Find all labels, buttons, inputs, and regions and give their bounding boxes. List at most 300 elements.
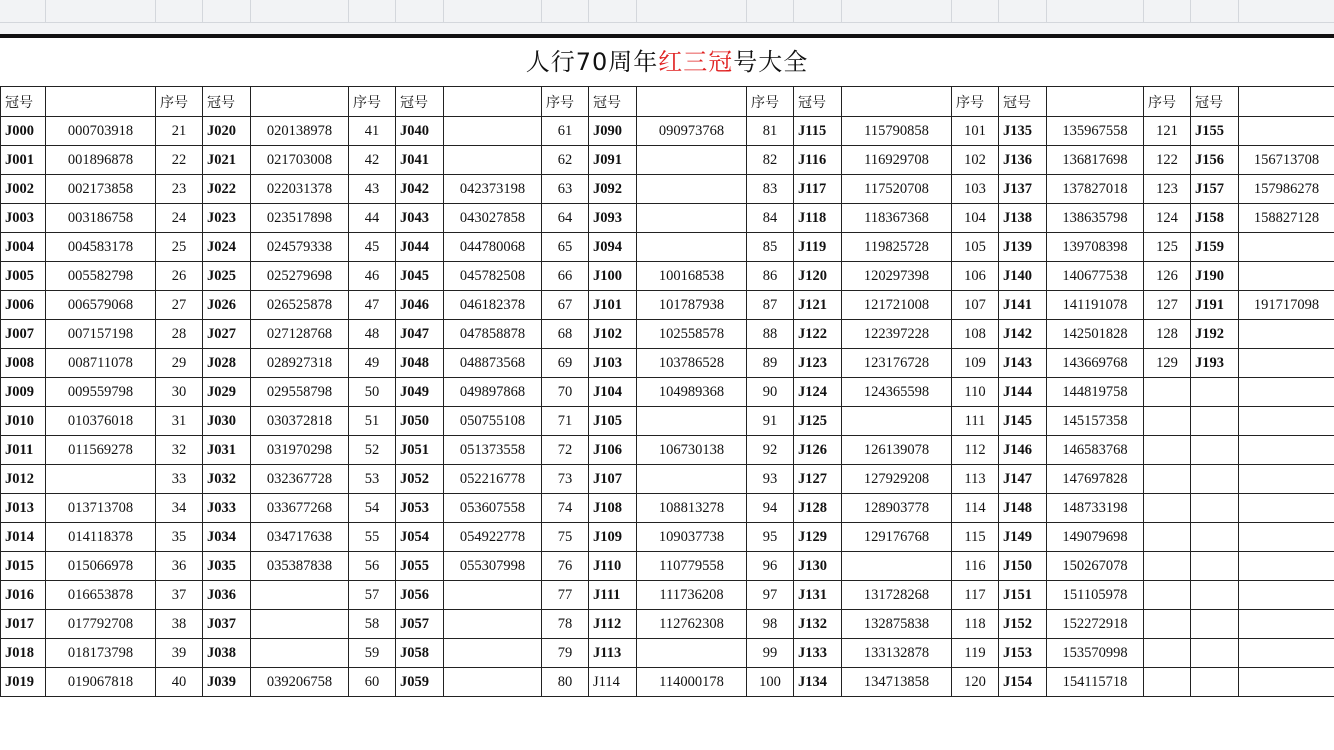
serial-number-cell — [1239, 494, 1334, 523]
serial-number-cell: 009559798 — [46, 378, 156, 407]
index-cell: 74 — [542, 494, 589, 523]
prefix-cell: J146 — [999, 436, 1047, 465]
index-cell: 48 — [349, 320, 396, 349]
serial-number-cell: 051373558 — [444, 436, 542, 465]
prefix-cell: J006 — [1, 291, 46, 320]
header-cell — [842, 87, 952, 117]
serial-number-cell — [1239, 378, 1334, 407]
serial-number-cell: 048873568 — [444, 349, 542, 378]
serial-number-cell: 034717638 — [251, 523, 349, 552]
index-cell: 30 — [156, 378, 203, 407]
serial-number-cell: 047858878 — [444, 320, 542, 349]
header-cell — [1047, 87, 1144, 117]
serial-number-cell: 055307998 — [444, 552, 542, 581]
prefix-cell: J059 — [396, 668, 444, 697]
serial-number-cell: 148733198 — [1047, 494, 1144, 523]
header-cell: 冠号 — [589, 87, 637, 117]
serial-number-cell: 128903778 — [842, 494, 952, 523]
prefix-cell: J159 — [1191, 233, 1239, 262]
index-cell: 54 — [349, 494, 396, 523]
serial-number-cell: 121721008 — [842, 291, 952, 320]
serial-table — [0, 86, 1334, 697]
prefix-cell: J052 — [396, 465, 444, 494]
serial-number-cell — [1239, 320, 1334, 349]
serial-number-cell — [1239, 610, 1334, 639]
prefix-cell: J138 — [999, 204, 1047, 233]
serial-number-cell — [842, 552, 952, 581]
serial-number-cell: 052216778 — [444, 465, 542, 494]
serial-number-cell: 046182378 — [444, 291, 542, 320]
prefix-cell: J155 — [1191, 117, 1239, 146]
index-cell — [1144, 552, 1191, 581]
index-cell: 88 — [747, 320, 794, 349]
index-cell: 100 — [747, 668, 794, 697]
serial-number-cell — [1239, 465, 1334, 494]
prefix-cell: J149 — [999, 523, 1047, 552]
serial-number-cell — [1239, 233, 1334, 262]
prefix-cell: J143 — [999, 349, 1047, 378]
serial-number-cell: 115790858 — [842, 117, 952, 146]
prefix-cell: J007 — [1, 320, 46, 349]
prefix-cell: J025 — [203, 262, 251, 291]
prefix-cell: J152 — [999, 610, 1047, 639]
prefix-cell: J046 — [396, 291, 444, 320]
index-cell — [1144, 465, 1191, 494]
prefix-cell: J020 — [203, 117, 251, 146]
serial-number-cell — [1239, 407, 1334, 436]
serial-number-cell — [46, 465, 156, 494]
serial-number-cell: 106730138 — [637, 436, 747, 465]
prefix-cell: J035 — [203, 552, 251, 581]
prefix-cell: J013 — [1, 494, 46, 523]
index-cell: 23 — [156, 175, 203, 204]
prefix-cell: J111 — [589, 581, 637, 610]
serial-number-cell: 045782508 — [444, 262, 542, 291]
serial-number-cell: 149079698 — [1047, 523, 1144, 552]
index-cell: 124 — [1144, 204, 1191, 233]
prefix-cell: J110 — [589, 552, 637, 581]
serial-number-cell — [637, 407, 747, 436]
table-row — [1, 581, 1334, 610]
serial-number-cell — [444, 610, 542, 639]
serial-number-cell: 004583178 — [46, 233, 156, 262]
serial-number-cell: 030372818 — [251, 407, 349, 436]
table-row — [1, 523, 1334, 552]
index-cell: 71 — [542, 407, 589, 436]
prefix-cell: J119 — [794, 233, 842, 262]
index-cell: 41 — [349, 117, 396, 146]
prefix-cell: J004 — [1, 233, 46, 262]
table-row — [1, 320, 1334, 349]
index-cell: 126 — [1144, 262, 1191, 291]
prefix-cell: J135 — [999, 117, 1047, 146]
prefix-cell: J026 — [203, 291, 251, 320]
serial-number-cell: 156713708 — [1239, 146, 1334, 175]
serial-number-cell — [444, 146, 542, 175]
prefix-cell: J000 — [1, 117, 46, 146]
index-cell: 104 — [952, 204, 999, 233]
index-cell: 53 — [349, 465, 396, 494]
index-cell: 125 — [1144, 233, 1191, 262]
index-cell: 49 — [349, 349, 396, 378]
prefix-cell: J103 — [589, 349, 637, 378]
prefix-cell: J127 — [794, 465, 842, 494]
prefix-cell: J093 — [589, 204, 637, 233]
prefix-cell — [1191, 552, 1239, 581]
index-cell: 106 — [952, 262, 999, 291]
prefix-cell: J024 — [203, 233, 251, 262]
index-cell: 47 — [349, 291, 396, 320]
index-cell: 96 — [747, 552, 794, 581]
prefix-cell: J048 — [396, 349, 444, 378]
prefix-cell: J142 — [999, 320, 1047, 349]
prefix-cell: J027 — [203, 320, 251, 349]
index-cell: 37 — [156, 581, 203, 610]
prefix-cell: J132 — [794, 610, 842, 639]
prefix-cell: J019 — [1, 668, 46, 697]
prefix-cell: J122 — [794, 320, 842, 349]
serial-number-cell — [637, 465, 747, 494]
prefix-cell — [1191, 378, 1239, 407]
serial-number-cell: 117520708 — [842, 175, 952, 204]
serial-number-cell: 150267078 — [1047, 552, 1144, 581]
prefix-cell: J017 — [1, 610, 46, 639]
prefix-cell: J105 — [589, 407, 637, 436]
serial-number-cell — [1239, 523, 1334, 552]
index-cell: 43 — [349, 175, 396, 204]
index-cell: 59 — [349, 639, 396, 668]
index-cell: 120 — [952, 668, 999, 697]
serial-number-cell — [1239, 349, 1334, 378]
table-row — [1, 378, 1334, 407]
header-cell: 冠号 — [1191, 87, 1239, 117]
serial-number-cell: 109037738 — [637, 523, 747, 552]
index-cell: 32 — [156, 436, 203, 465]
serial-number-cell: 023517898 — [251, 204, 349, 233]
serial-number-cell: 024579338 — [251, 233, 349, 262]
prefix-cell: J133 — [794, 639, 842, 668]
prefix-cell: J005 — [1, 262, 46, 291]
serial-number-cell: 145157358 — [1047, 407, 1144, 436]
prefix-cell: J102 — [589, 320, 637, 349]
header-cell: 冠号 — [794, 87, 842, 117]
index-cell: 99 — [747, 639, 794, 668]
prefix-cell: J029 — [203, 378, 251, 407]
serial-number-cell: 133132878 — [842, 639, 952, 668]
prefix-cell: J154 — [999, 668, 1047, 697]
serial-number-cell: 104989368 — [637, 378, 747, 407]
serial-number-cell: 122397228 — [842, 320, 952, 349]
index-cell: 85 — [747, 233, 794, 262]
header-cell: 序号 — [349, 87, 396, 117]
serial-number-cell: 029558798 — [251, 378, 349, 407]
prefix-cell: J114 — [589, 668, 637, 697]
prefix-cell: J141 — [999, 291, 1047, 320]
index-cell: 77 — [542, 581, 589, 610]
page-title: 人行70周年红三冠号大全 — [525, 48, 809, 76]
prefix-cell: J091 — [589, 146, 637, 175]
serial-number-cell: 153570998 — [1047, 639, 1144, 668]
prefix-cell: J040 — [396, 117, 444, 146]
serial-number-cell — [1239, 262, 1334, 291]
index-cell: 103 — [952, 175, 999, 204]
index-cell: 84 — [747, 204, 794, 233]
serial-number-cell: 022031378 — [251, 175, 349, 204]
prefix-cell: J147 — [999, 465, 1047, 494]
serial-number-cell: 152272918 — [1047, 610, 1144, 639]
index-cell: 123 — [1144, 175, 1191, 204]
prefix-cell: J128 — [794, 494, 842, 523]
index-cell: 35 — [156, 523, 203, 552]
index-cell: 52 — [349, 436, 396, 465]
serial-number-cell: 027128768 — [251, 320, 349, 349]
prefix-cell: J126 — [794, 436, 842, 465]
table-row — [1, 262, 1334, 291]
serial-number-cell — [1239, 552, 1334, 581]
index-cell: 69 — [542, 349, 589, 378]
serial-number-cell — [1239, 668, 1334, 697]
serial-number-cell: 140677538 — [1047, 262, 1144, 291]
prefix-cell: J044 — [396, 233, 444, 262]
index-cell: 26 — [156, 262, 203, 291]
prefix-cell: J136 — [999, 146, 1047, 175]
serial-number-cell: 116929708 — [842, 146, 952, 175]
prefix-cell: J011 — [1, 436, 46, 465]
serial-number-cell: 111736208 — [637, 581, 747, 610]
table-row — [1, 349, 1334, 378]
prefix-cell: J139 — [999, 233, 1047, 262]
serial-number-cell: 100168538 — [637, 262, 747, 291]
serial-number-cell — [1239, 581, 1334, 610]
prefix-cell: J003 — [1, 204, 46, 233]
prefix-cell: J156 — [1191, 146, 1239, 175]
table-row — [1, 204, 1334, 233]
prefix-cell: J092 — [589, 175, 637, 204]
serial-number-cell: 124365598 — [842, 378, 952, 407]
index-cell: 95 — [747, 523, 794, 552]
index-cell: 27 — [156, 291, 203, 320]
index-cell: 86 — [747, 262, 794, 291]
index-cell: 105 — [952, 233, 999, 262]
prefix-cell: J125 — [794, 407, 842, 436]
serial-number-cell: 016653878 — [46, 581, 156, 610]
header-cell: 冠号 — [203, 87, 251, 117]
header-cell: 冠号 — [1, 87, 46, 117]
index-cell: 79 — [542, 639, 589, 668]
prefix-cell — [1191, 523, 1239, 552]
serial-number-cell — [444, 668, 542, 697]
index-cell: 114 — [952, 494, 999, 523]
serial-number-cell — [842, 407, 952, 436]
table-row — [1, 465, 1334, 494]
index-cell: 113 — [952, 465, 999, 494]
index-cell: 36 — [156, 552, 203, 581]
index-cell: 65 — [542, 233, 589, 262]
prefix-cell — [1191, 668, 1239, 697]
index-cell — [1144, 407, 1191, 436]
serial-number-cell: 157986278 — [1239, 175, 1334, 204]
prefix-cell: J022 — [203, 175, 251, 204]
prefix-cell: J129 — [794, 523, 842, 552]
index-cell: 121 — [1144, 117, 1191, 146]
prefix-cell: J137 — [999, 175, 1047, 204]
serial-number-cell: 131728268 — [842, 581, 952, 610]
serial-number-cell: 053607558 — [444, 494, 542, 523]
serial-number-cell: 000703918 — [46, 117, 156, 146]
serial-number-cell: 147697828 — [1047, 465, 1144, 494]
index-cell — [1144, 668, 1191, 697]
prefix-cell: J144 — [999, 378, 1047, 407]
serial-number-cell: 129176768 — [842, 523, 952, 552]
table-row — [1, 610, 1334, 639]
index-cell: 40 — [156, 668, 203, 697]
serial-number-cell: 044780068 — [444, 233, 542, 262]
index-cell: 46 — [349, 262, 396, 291]
serial-number-cell — [637, 233, 747, 262]
serial-number-cell — [1239, 436, 1334, 465]
prefix-cell: J032 — [203, 465, 251, 494]
index-cell: 64 — [542, 204, 589, 233]
table-row — [1, 436, 1334, 465]
prefix-cell: J039 — [203, 668, 251, 697]
prefix-cell — [1191, 639, 1239, 668]
header-cell — [637, 87, 747, 117]
serial-number-cell: 119825728 — [842, 233, 952, 262]
serial-number-cell: 114000178 — [637, 668, 747, 697]
serial-number-cell: 151105978 — [1047, 581, 1144, 610]
prefix-cell: J153 — [999, 639, 1047, 668]
serial-number-cell: 035387838 — [251, 552, 349, 581]
serial-number-cell — [444, 581, 542, 610]
prefix-cell: J018 — [1, 639, 46, 668]
prefix-cell: J021 — [203, 146, 251, 175]
serial-number-cell: 126139078 — [842, 436, 952, 465]
index-cell: 31 — [156, 407, 203, 436]
prefix-cell: J124 — [794, 378, 842, 407]
serial-number-cell: 143669768 — [1047, 349, 1144, 378]
serial-number-cell: 127929208 — [842, 465, 952, 494]
serial-number-cell: 005582798 — [46, 262, 156, 291]
serial-number-cell: 110779558 — [637, 552, 747, 581]
index-cell: 127 — [1144, 291, 1191, 320]
index-cell: 75 — [542, 523, 589, 552]
serial-number-cell: 019067818 — [46, 668, 156, 697]
serial-number-cell: 144819758 — [1047, 378, 1144, 407]
prefix-cell — [1191, 465, 1239, 494]
prefix-cell: J100 — [589, 262, 637, 291]
serial-number-cell: 191717098 — [1239, 291, 1334, 320]
index-cell — [1144, 436, 1191, 465]
prefix-cell: J042 — [396, 175, 444, 204]
serial-number-cell: 014118378 — [46, 523, 156, 552]
index-cell: 87 — [747, 291, 794, 320]
index-cell: 116 — [952, 552, 999, 581]
prefix-cell: J009 — [1, 378, 46, 407]
prefix-cell — [1191, 581, 1239, 610]
serial-number-cell — [1239, 117, 1334, 146]
prefix-cell: J104 — [589, 378, 637, 407]
prefix-cell: J014 — [1, 523, 46, 552]
table-row — [1, 175, 1334, 204]
prefix-cell: J008 — [1, 349, 46, 378]
prefix-cell: J120 — [794, 262, 842, 291]
index-cell: 91 — [747, 407, 794, 436]
serial-number-cell: 120297398 — [842, 262, 952, 291]
index-cell: 60 — [349, 668, 396, 697]
serial-number-cell: 032367728 — [251, 465, 349, 494]
serial-number-cell: 018173798 — [46, 639, 156, 668]
prefix-cell: J056 — [396, 581, 444, 610]
serial-number-cell: 026525878 — [251, 291, 349, 320]
index-cell — [1144, 639, 1191, 668]
index-cell: 111 — [952, 407, 999, 436]
index-cell: 83 — [747, 175, 794, 204]
serial-number-cell: 017792708 — [46, 610, 156, 639]
index-cell: 122 — [1144, 146, 1191, 175]
prefix-cell: J192 — [1191, 320, 1239, 349]
prefix-cell: J109 — [589, 523, 637, 552]
header-cell: 序号 — [952, 87, 999, 117]
serial-number-cell: 102558578 — [637, 320, 747, 349]
prefix-cell: J036 — [203, 581, 251, 610]
index-cell: 72 — [542, 436, 589, 465]
spreadsheet-top-gridlines — [0, 0, 1334, 37]
prefix-cell — [1191, 436, 1239, 465]
index-cell: 70 — [542, 378, 589, 407]
index-cell: 92 — [747, 436, 794, 465]
title-row — [0, 38, 1334, 86]
index-cell: 117 — [952, 581, 999, 610]
serial-number-cell: 006579068 — [46, 291, 156, 320]
serial-number-cell: 158827128 — [1239, 204, 1334, 233]
prefix-cell: J055 — [396, 552, 444, 581]
prefix-cell: J094 — [589, 233, 637, 262]
serial-number-cell: 013713708 — [46, 494, 156, 523]
index-cell: 22 — [156, 146, 203, 175]
header-cell — [46, 87, 156, 117]
serial-number-cell: 101787938 — [637, 291, 747, 320]
index-cell: 51 — [349, 407, 396, 436]
index-cell: 112 — [952, 436, 999, 465]
serial-number-cell: 007157198 — [46, 320, 156, 349]
table-row — [1, 291, 1334, 320]
serial-number-cell: 039206758 — [251, 668, 349, 697]
index-cell: 128 — [1144, 320, 1191, 349]
prefix-cell: J028 — [203, 349, 251, 378]
serial-number-cell: 138635798 — [1047, 204, 1144, 233]
serial-number-cell: 108813278 — [637, 494, 747, 523]
prefix-cell: J145 — [999, 407, 1047, 436]
index-cell — [1144, 523, 1191, 552]
index-cell: 80 — [542, 668, 589, 697]
prefix-cell — [1191, 610, 1239, 639]
index-cell: 39 — [156, 639, 203, 668]
prefix-cell: J058 — [396, 639, 444, 668]
prefix-cell: J051 — [396, 436, 444, 465]
index-cell: 45 — [349, 233, 396, 262]
table-row — [1, 407, 1334, 436]
prefix-cell: J151 — [999, 581, 1047, 610]
index-cell: 29 — [156, 349, 203, 378]
serial-number-cell: 028927318 — [251, 349, 349, 378]
prefix-cell: J117 — [794, 175, 842, 204]
index-cell: 119 — [952, 639, 999, 668]
serial-number-cell: 135967558 — [1047, 117, 1144, 146]
serial-number-cell: 137827018 — [1047, 175, 1144, 204]
prefix-cell: J190 — [1191, 262, 1239, 291]
header-row — [1, 87, 1334, 117]
table-row — [1, 494, 1334, 523]
